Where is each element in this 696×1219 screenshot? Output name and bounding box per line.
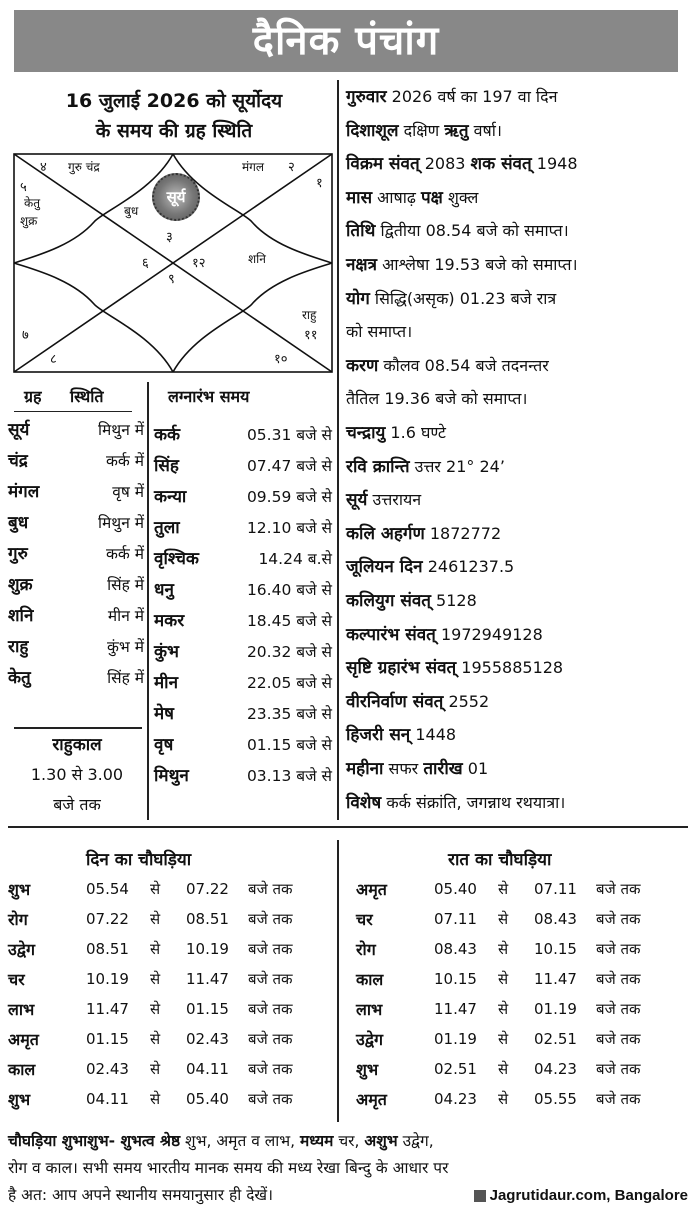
choghadiya-start: 02.51 [434, 1060, 477, 1078]
info-value: दक्षिण [398, 120, 445, 140]
choghadiya-upto: बजे तक [596, 1090, 641, 1108]
choghadiya-end: 02.51 [534, 1030, 577, 1048]
choghadiya-upto: बजे तक [596, 880, 641, 898]
choghadiya-start: 05.40 [434, 880, 477, 898]
choghadiya-row [8, 875, 338, 904]
info-value: कर्क संक्रांति, जगन्नाथ रथयात्रा। [381, 792, 566, 812]
choghadiya-name: चर [8, 970, 25, 989]
lagna-rashi: कर्क [154, 425, 181, 445]
info-label: कलियुग संवत् [346, 591, 431, 611]
footer-label-ashubh: अशुभ [364, 1132, 398, 1150]
grah-position: कुंभ में [107, 638, 144, 656]
info-row [346, 452, 686, 482]
info-row [346, 653, 686, 683]
sun-icon: सूर्य [152, 173, 200, 221]
grah-name: बुध [8, 513, 29, 533]
info-value: 1972949128 [435, 624, 543, 644]
kundli-heading-line2: के समय की ग्रह स्थिति [95, 120, 253, 142]
kundli-heading-line1: 16 जुलाई 2026 को सूर्योदय [65, 90, 283, 112]
house-9-number: ९ [168, 272, 175, 287]
info-value: कौलव 08.54 बजे तदनन्तर [378, 355, 549, 375]
info-value: वर्षा। [468, 120, 502, 140]
info-label: ऋतु [444, 120, 469, 141]
grah-name: शनि [8, 606, 34, 626]
choghadiya-se: से [150, 1030, 161, 1048]
choghadiya-end: 02.43 [186, 1030, 229, 1048]
choghadiya-se: से [498, 1030, 509, 1048]
info-row [346, 519, 686, 549]
choghadiya-upto: बजे तक [248, 970, 293, 988]
grah-name: राहु [8, 637, 29, 657]
info-row [346, 183, 686, 213]
info-value: 2026 वर्ष का 197 वा दिन [386, 87, 558, 106]
info-row [346, 485, 686, 515]
info-row [346, 418, 686, 448]
choghadiya-row [8, 1025, 338, 1054]
choghadiya-end: 01.19 [534, 1000, 577, 1018]
lagna-rashi: मीन [154, 673, 179, 693]
info-label: जूलियन दिन [346, 557, 423, 578]
grah-name: शुक्र [8, 575, 33, 595]
footer-brand [474, 1182, 688, 1209]
info-row [346, 720, 686, 750]
info-value: शुक्ल [442, 187, 479, 207]
middle-divider [8, 826, 688, 828]
info-label: शक संवत् [470, 154, 532, 175]
choghadiya-name: रोग [8, 910, 28, 929]
choghadiya-start: 01.19 [434, 1030, 477, 1048]
footer-line-3: है अत: आप अपने स्थानीय समयानुसार ही देखें। [8, 1186, 273, 1204]
house-2-planet: मंगल [242, 160, 265, 174]
grah-name: मंगल [8, 482, 40, 502]
choghadiya-row [356, 1025, 686, 1054]
lagna-time: 18.45 बजे से [246, 612, 332, 630]
choghadiya-name: काल [356, 970, 384, 989]
choghadiya-upto: बजे तक [248, 880, 293, 898]
footer-line-2: रोग व काल। सभी समय भारतीय मानक समय की मध्य रेखा बिन्दु के आधार पर [8, 1159, 449, 1177]
choghadiya-name: काल [8, 1060, 36, 1079]
info-label: महीना [346, 759, 384, 779]
choghadiya-row [356, 935, 686, 964]
info-value: सफर [383, 759, 424, 778]
choghadiya-se: से [498, 1000, 509, 1018]
choghadiya-start: 11.47 [434, 1000, 477, 1018]
house-11-number: ११ [304, 328, 318, 343]
choghadiya-start: 07.22 [86, 910, 129, 928]
lagna-time: 05.31 बजे से [246, 426, 332, 444]
lagna-time: 12.10 बजे से [246, 519, 332, 537]
choghadiya-start: 11.47 [86, 1000, 129, 1018]
choghadiya-upto: बजे तक [248, 1000, 293, 1018]
lagna-rashi: मिथुन [154, 766, 189, 786]
choghadiya-start: 01.15 [86, 1030, 129, 1048]
house-1-number: १ [316, 176, 323, 191]
choghadiya-se: से [498, 970, 509, 988]
rahukal-box [12, 730, 142, 820]
page-title: दैनिक पंचांग [14, 10, 678, 72]
lagna-rashi: सिंह [154, 456, 179, 476]
grah-position: सिंह में [107, 669, 144, 687]
choghadiya-name: अमृत [356, 880, 387, 899]
grah-name: चंद्र [8, 451, 28, 471]
footer-brand-text: Jagrutidaur.com, Bangalore [489, 1187, 688, 1204]
choghadiya-start: 08.43 [434, 940, 477, 958]
choghadiya-upto: बजे तक [596, 910, 641, 928]
info-row [346, 788, 686, 818]
info-value: उत्तरायन [367, 490, 422, 510]
info-row [346, 149, 686, 179]
info-value: आषाढ़ [372, 187, 421, 207]
choghadiya-upto: बजे तक [596, 1030, 641, 1048]
lagna-vertical-divider [147, 382, 149, 820]
rahukal-suffix: बजे तक [53, 795, 101, 814]
choghadiya-se: से [498, 940, 509, 958]
info-label: कल्पारंभ संवत् [346, 624, 436, 645]
grah-name: सूर्य [8, 420, 30, 440]
info-label: कलि अहर्गण [346, 523, 425, 544]
info-value: 2083 [419, 154, 471, 174]
choghadiya-start: 04.23 [434, 1090, 477, 1108]
choghadiya-end: 11.47 [534, 970, 577, 988]
lagna-time: 20.32 बजे से [246, 643, 332, 661]
info-row [346, 317, 686, 347]
choghadiya-end: 05.55 [534, 1090, 577, 1108]
choghadiya-se: से [498, 1090, 509, 1108]
choghadiya-start: 10.19 [86, 970, 129, 988]
choghadiya-row [356, 995, 686, 1024]
info-label: सृष्टि ग्रहारंभ संवत् [346, 658, 457, 679]
choghadiya-start: 05.54 [86, 880, 129, 898]
choghadiya-name: शुभ [356, 1060, 379, 1079]
choghadiya-end: 07.11 [534, 880, 577, 898]
lagna-rashi: वृश्चिक [154, 549, 199, 569]
choghadiya-row [8, 935, 338, 964]
main-vertical-divider [337, 80, 339, 820]
house-4-number: ४ [40, 160, 47, 175]
lagna-rashi: धनु [154, 580, 174, 600]
choghadiya-end: 11.47 [186, 970, 229, 988]
choghadiya-start: 04.11 [86, 1090, 129, 1108]
info-row [346, 116, 686, 146]
choghadiya-end: 04.23 [534, 1060, 577, 1078]
choghadiya-se: से [150, 910, 161, 928]
choghadiya-name: चर [356, 910, 373, 929]
lagna-rashi: कुंभ [154, 642, 180, 662]
info-value: 1872772 [424, 523, 502, 543]
house-2-number: २ [288, 160, 295, 175]
info-row [346, 754, 686, 784]
house-4-planets: गुरु चंद्र [68, 160, 100, 174]
kundli-chart [12, 152, 334, 374]
grah-name: केतु [8, 668, 31, 688]
lagna-time: 09.59 बजे से [246, 488, 332, 506]
grah-name: गुरु [8, 544, 28, 564]
house-11-planet-rahu: राहु [302, 308, 317, 322]
choghadiya-name: अमृत [8, 1030, 39, 1049]
grah-header-position: स्थिति [70, 387, 104, 406]
choghadiya-row [356, 875, 686, 904]
choghadiya-row [8, 995, 338, 1024]
info-value: 1448 [410, 725, 457, 745]
choghadiya-end: 07.22 [186, 880, 229, 898]
choghadiya-end: 04.11 [186, 1060, 229, 1078]
house-5-planet-shukra: शुक्र [20, 214, 38, 228]
info-value: 5128 [430, 591, 477, 610]
choghadiya-upto: बजे तक [248, 1030, 293, 1048]
info-label: चन्द्रायु [346, 423, 386, 443]
choghadiya-se: से [150, 940, 161, 958]
grah-position: सिंह में [107, 576, 144, 594]
info-label: हिजरी सन् [346, 725, 411, 746]
footer-label-shubhashubh: चौघड़िया शुभाशुभ- [8, 1132, 116, 1150]
house-12-number: १२ [192, 256, 206, 271]
info-label: मास [346, 187, 373, 208]
choghadiya-row [8, 1085, 338, 1114]
info-row [346, 620, 686, 650]
grah-position: मिथुन में [98, 514, 144, 532]
grah-position: मीन में [107, 607, 144, 625]
choghadiya-upto: बजे तक [248, 940, 293, 958]
info-value: आश्लेषा 19.53 बजे को समाप्त। [377, 255, 578, 274]
info-label: विक्रम संवत् [346, 154, 420, 175]
house-6-number: ६ [142, 256, 149, 271]
choghadiya-upto: बजे तक [248, 1060, 293, 1078]
info-row [346, 216, 686, 246]
choghadiya-se: से [498, 1060, 509, 1078]
footer-text-2: चर, [333, 1132, 365, 1150]
lagna-time: 23.35 बजे से [246, 705, 332, 723]
night-choghadiya-header: रात का चौघड़िया [448, 850, 552, 870]
house-5-number: ५ [20, 180, 27, 195]
lagna-rashi: मेष [154, 704, 174, 724]
grah-underline [14, 411, 132, 412]
choghadiya-upto: बजे तक [596, 1060, 641, 1078]
info-label: विशेष [346, 792, 382, 813]
info-row [346, 284, 686, 314]
grah-position: वृष में [112, 483, 144, 501]
lagna-header: लग्नारंभ समय [168, 387, 250, 406]
house-12-planet-shani: शनि [248, 252, 266, 266]
info-label: तारीख [423, 759, 463, 779]
house-7-number: ७ [22, 328, 29, 343]
choghadiya-upto: बजे तक [596, 940, 641, 958]
info-value: 1955885128 [456, 658, 564, 678]
lagna-time: 07.47 बजे से [246, 457, 332, 475]
rahukal-title: राहुकाल [52, 735, 102, 755]
choghadiya-se: से [498, 910, 509, 928]
choghadiya-row [8, 905, 338, 934]
lagna-rashi: तुला [154, 518, 180, 538]
info-label: सूर्य [346, 490, 368, 511]
choghadiya-name: लाभ [8, 1000, 35, 1019]
info-row [346, 250, 686, 280]
choghadiya-start: 08.51 [86, 940, 129, 958]
lagna-rashi: मकर [154, 611, 185, 631]
info-value: 2461237.5 [422, 557, 515, 577]
choghadiya-row [356, 965, 686, 994]
lagna-rashi: कन्या [154, 487, 187, 507]
rahukal-divider [14, 727, 142, 729]
choghadiya-upto: बजे तक [248, 1090, 293, 1108]
choghadiya-se: से [498, 880, 509, 898]
choghadiya-end: 05.40 [186, 1090, 229, 1108]
info-value: को समाप्त। [346, 322, 413, 342]
choghadiya-se: से [150, 1090, 161, 1108]
footer-text-1: शुभ, अमृत व लाभ, [180, 1132, 301, 1150]
choghadiya-upto: बजे तक [596, 1000, 641, 1018]
choghadiya-start: 10.15 [434, 970, 477, 988]
info-label: पक्ष [421, 187, 443, 208]
choghadiya-name: उद्वेग [356, 1030, 383, 1049]
info-row [346, 351, 686, 381]
info-value: 2552 [443, 691, 490, 711]
choghadiya-name: शुभ [8, 1090, 31, 1109]
grah-position: मिथुन में [98, 421, 144, 439]
house-3-number: ३ [166, 230, 173, 245]
info-label: गुरुवार [346, 87, 387, 107]
choghadiya-se: से [150, 880, 161, 898]
choghadiya-name: रोग [356, 940, 376, 959]
choghadiya-row [356, 1085, 686, 1114]
choghadiya-name: लाभ [356, 1000, 383, 1019]
info-label: रवि क्रान्ति [346, 456, 410, 477]
choghadiya-row [8, 965, 338, 994]
info-value: 01 [462, 759, 489, 778]
info-row [346, 552, 686, 582]
lagna-time: 22.05 बजे से [246, 674, 332, 692]
info-row [346, 586, 686, 616]
choghadiya-row [356, 905, 686, 934]
choghadiya-end: 01.15 [186, 1000, 229, 1018]
info-label: वीरनिर्वाण संवत् [346, 691, 444, 712]
choghadiya-name: शुभ [8, 880, 31, 899]
grah-position: कर्क में [105, 452, 144, 470]
info-value: 1948 [531, 154, 578, 174]
footer-text-3: उद्वेग, [397, 1132, 434, 1150]
info-row [346, 384, 686, 414]
lagna-time: 03.13 बजे से [246, 767, 332, 785]
choghadiya-end: 08.51 [186, 910, 229, 928]
info-value: द्वितीया 08.54 बजे को समाप्त। [375, 221, 569, 241]
lagna-time: 16.40 बजे से [246, 581, 332, 599]
footer-note [8, 1128, 688, 1209]
choghadiya-row [8, 1055, 338, 1084]
choghadiya-se: से [150, 1000, 161, 1018]
choghadiya-upto: बजे तक [596, 970, 641, 988]
footer-label-madhyam: मध्यम [300, 1132, 334, 1150]
info-label: तिथि [346, 221, 376, 242]
info-value: तैतिल 19.36 बजे को समाप्त। [346, 389, 528, 409]
kundli-heading [14, 86, 334, 146]
choghadiya-upto: बजे तक [248, 910, 293, 928]
choghadiya-se: से [150, 1060, 161, 1078]
choghadiya-start: 07.11 [434, 910, 477, 928]
footer-label-shreshth: शुभत्व श्रेष्ठ [115, 1132, 181, 1150]
square-bullet-icon [474, 1190, 486, 1202]
choghadiya-end: 10.15 [534, 940, 577, 958]
choghadiya-end: 08.43 [534, 910, 577, 928]
info-label: नक्षत्र [346, 255, 378, 275]
lagna-rashi: वृष [154, 735, 174, 755]
choghadiya-name: अमृत [356, 1090, 387, 1109]
house-10-number: १० [274, 352, 288, 367]
info-label: दिशाशूल [346, 120, 399, 141]
info-row [346, 82, 686, 112]
info-value: सिद्धि(असृक) 01.23 बजे रात्र [369, 288, 557, 308]
info-value: उत्तर 21° 24’ [409, 456, 505, 476]
info-row [346, 687, 686, 717]
rahukal-time: 1.30 से 3.00 [30, 765, 124, 784]
house-5-planet-ketu: केतु [24, 196, 41, 210]
choghadiya-se: से [150, 970, 161, 988]
info-label: योग [346, 288, 370, 309]
info-label: करण [346, 355, 379, 376]
house-8-number: ८ [50, 352, 57, 367]
choghadiya-row [356, 1055, 686, 1084]
choghadiya-name: उद्वेग [8, 940, 35, 959]
grah-position: कर्क में [105, 545, 144, 563]
choghadiya-end: 10.19 [186, 940, 229, 958]
lagna-time: 14.24 ब.से [258, 550, 332, 568]
house-3-planet-budh: बुध [124, 204, 139, 218]
choghadiya-start: 02.43 [86, 1060, 129, 1078]
info-value: 1.6 घण्टे [385, 423, 446, 442]
lagna-time: 01.15 बजे से [246, 736, 332, 754]
grah-header-name: ग्रह [24, 387, 42, 406]
day-choghadiya-header: दिन का चौघड़िया [86, 850, 192, 870]
